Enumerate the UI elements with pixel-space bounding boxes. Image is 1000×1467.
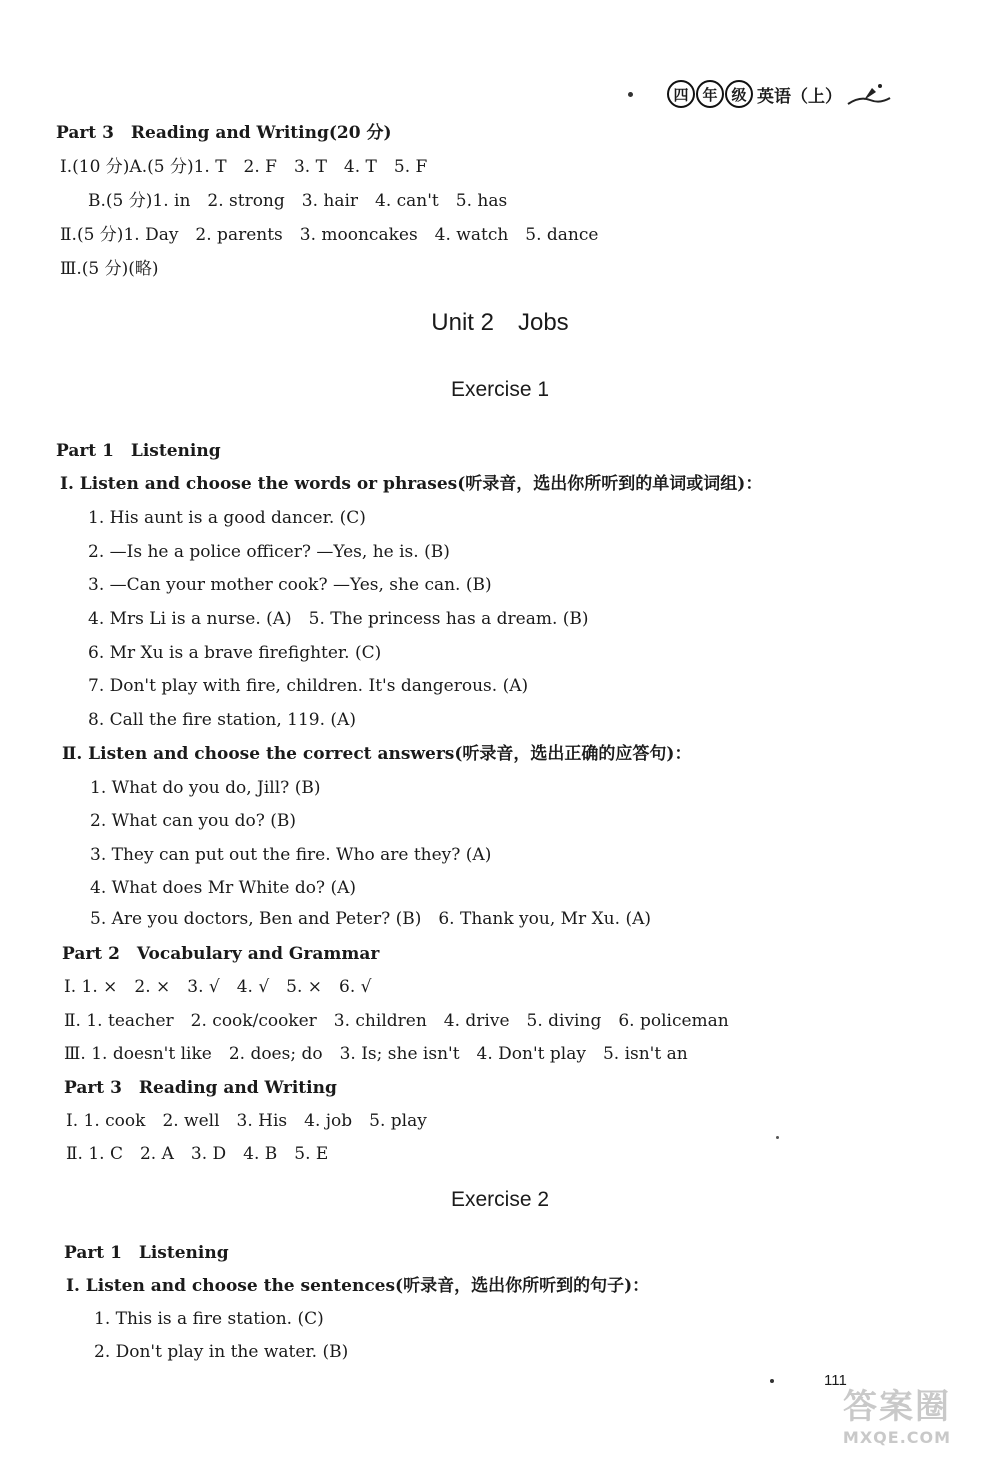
answer-line: Ⅲ.(5 分)(略) <box>60 259 159 279</box>
answer-line: B.(5 分)1. in 2. strong 3. hair 4. can't 5. has <box>88 191 508 211</box>
answer-line: 2. Don't play in the water. (B) <box>94 1342 349 1362</box>
answer-line: Ⅱ. 1. teacher 2. cook/cooker 3. children 4. drive 5. diving 6. policeman <box>64 1011 729 1031</box>
answer-line: 2. —Is he a police officer? —Yes, he is. (B) <box>88 542 450 562</box>
header-subject: 英语（上） <box>757 86 842 107</box>
section-title: Part 3 Reading and Writing <box>64 1078 337 1098</box>
question-title: Ⅰ. Listen and choose the sentences(听录音，选出你所听到的句子)： <box>66 1276 650 1296</box>
page-header <box>628 76 892 112</box>
answer-line: 1. This is a fire station. (C) <box>94 1309 324 1329</box>
answer-line: 6. Mr Xu is a brave firefighter. (C) <box>88 643 382 663</box>
grade-char: 四 <box>667 80 695 108</box>
question-title: Ⅱ. Listen and choose the correct answers(听录音，选出正确的应答句)： <box>62 744 692 764</box>
section-title: Part 2 Vocabulary and Grammar <box>62 944 380 964</box>
answer-line: Ⅰ. 1. × 2. × 3. √ 4. √ 5. × 6. √ <box>64 977 372 997</box>
grade-char: 级 <box>725 80 753 108</box>
answer-line: Ⅱ.(5 分)1. Day 2. parents 3. mooncakes 4. watch 5. dance <box>60 225 599 245</box>
speck <box>776 1136 779 1139</box>
watermark <box>822 1373 972 1453</box>
section-title: Part 1 Listening <box>56 441 221 461</box>
answer-line: Ⅱ. 1. C 2. A 3. D 4. B 5. E <box>66 1144 329 1164</box>
grade-char: 年 <box>696 80 724 108</box>
section-title: Part 3 Reading and Writing(20 分) <box>56 123 392 143</box>
exercise-title: Exercise 1 <box>450 378 550 401</box>
page-number: 111 <box>824 1372 847 1389</box>
watermark-url: MXQE.COM <box>842 1428 952 1447</box>
question-title: Ⅰ. Listen and choose the words or phrases(听录音，选出你所听到的单词或词组)： <box>60 474 763 494</box>
answer-line: Ⅲ. 1. doesn't like 2. does; do 3. Is; she isn't 4. Don't play 5. isn't an <box>64 1044 688 1064</box>
footer-dot <box>770 1379 774 1383</box>
section-title: Part 1 Listening <box>64 1243 229 1263</box>
answer-line: Ⅰ. 1. cook 2. well 3. His 4. job 5. play <box>66 1111 427 1131</box>
header-dot <box>628 92 633 97</box>
answer-line: 3. —Can your mother cook? —Yes, she can. (B) <box>88 575 492 595</box>
answer-line: 5. Are you doctors, Ben and Peter? (B) 6. Thank you, Mr Xu. (A) <box>90 909 651 929</box>
answer-line: 3. They can put out the fire. Who are they? (A) <box>90 845 492 865</box>
unit-title: Unit 2 Jobs <box>431 309 569 336</box>
answer-line: 1. His aunt is a good dancer. (C) <box>88 508 366 528</box>
answer-line: 4. Mrs Li is a nurse. (A) 5. The princess has a dream. (B) <box>88 609 589 629</box>
answer-line: 4. What does Mr White do? (A) <box>90 878 356 898</box>
exercise-title: Exercise 2 <box>450 1188 550 1211</box>
answer-line: 2. What can you do? (B) <box>90 811 297 831</box>
answer-line: 7. Don't play with fire, children. It's dangerous. (A) <box>88 676 529 696</box>
grade-badge <box>667 80 753 108</box>
answer-line: 1. What do you do, Jill? (B) <box>90 778 321 798</box>
answer-line: 8. Call the fire station, 119. (A) <box>88 710 356 730</box>
watermark-title: 答案圈 <box>843 1387 951 1427</box>
rocket-decoration-icon <box>846 80 892 108</box>
answer-line: Ⅰ.(10 分)A.(5 分)1. T 2. F 3. T 4. T 5. F <box>60 157 428 177</box>
